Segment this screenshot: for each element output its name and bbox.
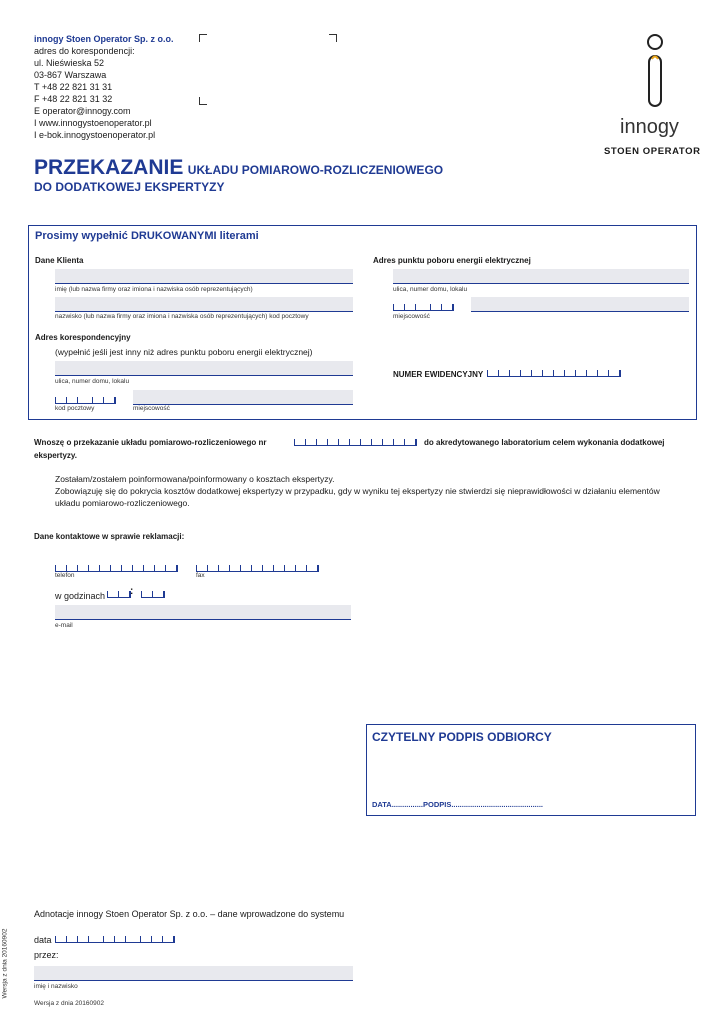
page-title — [34, 156, 443, 180]
company-line: T +48 22 821 31 31 — [34, 82, 113, 92]
evidence-label: NUMER EWIDENCYJNY — [393, 370, 484, 379]
corr-postal-boxes[interactable] — [55, 394, 116, 404]
client-name-field[interactable] — [55, 269, 353, 284]
title-rest: UKŁADU POMIAROWO-ROZLICZENIOWEGO — [187, 163, 444, 177]
corner-mark — [199, 34, 207, 42]
signature-line[interactable]: DATA...............PODPIS............................................ — [372, 800, 544, 809]
company-line: E operator@innogy.com — [34, 106, 131, 116]
corner-mark — [199, 97, 207, 105]
innogy-logo — [600, 30, 710, 160]
annotation-date-boxes[interactable] — [55, 933, 175, 943]
corr-city-hint: miejscowość — [133, 405, 170, 412]
request-right: do akredytowanego laboratorium celem wykonania dodatkowej — [424, 438, 665, 447]
side-version-label: Wersja z dnia 20160902 — [1, 928, 9, 999]
corr-city-field[interactable] — [133, 390, 353, 405]
corr-street-hint: ulica, numer domu, lokalu — [55, 378, 130, 385]
postal-code-boxes[interactable] — [393, 301, 454, 311]
hours-to-boxes[interactable] — [141, 588, 165, 598]
date-label: DATA — [372, 800, 392, 809]
street-hint: ulica, numer domu, lokalu — [393, 286, 468, 293]
hours-label: w godzinach — [55, 591, 106, 601]
meter-number-boxes[interactable] — [294, 436, 417, 446]
company-line: I www.innogystoenoperator.pl — [34, 118, 152, 128]
corr-postal-hint: kod pocztowy — [55, 405, 95, 412]
title-big: PRZEKAZANIE — [34, 156, 184, 179]
corr-street-field[interactable] — [55, 361, 353, 376]
fax-boxes[interactable] — [196, 562, 319, 572]
hours-separator: : — [130, 586, 134, 597]
signature-title: CZYTELNY PODPIS ODBIORCY — [372, 730, 552, 744]
client-surname-field[interactable] — [55, 297, 353, 312]
version-label: Wersja z dnia 20160902 — [34, 1000, 104, 1007]
phone-label: telefon — [55, 572, 75, 579]
company-line: ul. Nieświeska 52 — [34, 58, 105, 68]
statement-3: układu pomiarowo-rozliczeniowego. — [55, 498, 190, 508]
address-heading: Adres punktu poboru energii elektrycznej — [373, 256, 531, 265]
company-line: adres do korespondencji: — [34, 46, 135, 56]
annotation-name-field[interactable] — [34, 966, 353, 981]
company-info — [34, 33, 174, 141]
annotation-by-label: przez: — [34, 950, 59, 960]
evidence-number-boxes[interactable] — [487, 367, 621, 377]
corner-mark — [329, 34, 337, 42]
annotation-date-label: data — [34, 935, 52, 945]
street-field[interactable] — [393, 269, 689, 284]
company-name: innogy Stoen Operator Sp. z o.o. — [34, 34, 174, 44]
logo-brand: innogy — [620, 116, 679, 138]
corr-heading: Adres korespondencyjny — [35, 333, 131, 342]
email-label: e-mail — [55, 622, 73, 629]
client-name-hint: imię (lub nazwa firmy oraz imiona i nazwiska osób reprezentujących) — [55, 286, 253, 293]
phone-boxes[interactable] — [55, 562, 178, 572]
company-line: I e-bok.innogystoenoperator.pl — [34, 130, 156, 140]
contact-heading: Dane kontaktowe w sprawie reklamacji: — [34, 532, 185, 541]
hours-from-boxes[interactable] — [107, 586, 134, 598]
company-line: 03-867 Warszawa — [34, 70, 107, 80]
form-instruction: Prosimy wypełnić DRUKOWANYMI literami — [35, 230, 259, 242]
sign-label: PODPIS — [422, 800, 452, 809]
logo-mark-icon — [600, 30, 710, 110]
email-field[interactable] — [55, 605, 351, 620]
client-form-box — [28, 225, 697, 420]
city-hint: miejscowość — [393, 313, 430, 320]
client-surname-hint: nazwisko (lub nazwa firmy oraz imiona i nazwiska osób reprezentujących) kod pocztowy — [55, 313, 309, 320]
fax-label: fax — [196, 572, 205, 579]
corr-note: (wypełnić jeśli jest inny niż adres punktu poboru energii elektrycznej) — [55, 347, 313, 357]
statements — [55, 473, 695, 509]
statement-1: Zostałam/zostałem poinformowana/poinformowany o kosztach ekspertyzy. — [55, 474, 335, 484]
title-line2: DO DODATKOWEJ EKSPERTYZY — [34, 180, 225, 194]
annotation-text: Adnotacje innogy Stoen Operator Sp. z o.o. – dane wprowadzone do systemu — [34, 909, 345, 919]
client-heading: Dane Klienta — [35, 256, 84, 265]
logo-sub: STOEN OPERATOR — [604, 146, 701, 157]
signature-box — [366, 724, 696, 816]
company-line: F +48 22 821 31 32 — [34, 94, 113, 104]
city-field[interactable] — [471, 297, 689, 312]
request-left: Wnoszę o przekazanie układu pomiarowo-rozliczeniowego nr — [34, 438, 267, 447]
request-cont: ekspertyzy. — [34, 451, 77, 460]
annotation-name-hint: imię i nazwisko — [34, 983, 78, 990]
statement-2: Zobowiązuję się do pokrycia kosztów dodatkowej ekspertyzy w przypadku, gdy w wyniku tej ekspertyzy nie stwierdzi się nieprawidłowości w działaniu elementów — [55, 486, 660, 496]
